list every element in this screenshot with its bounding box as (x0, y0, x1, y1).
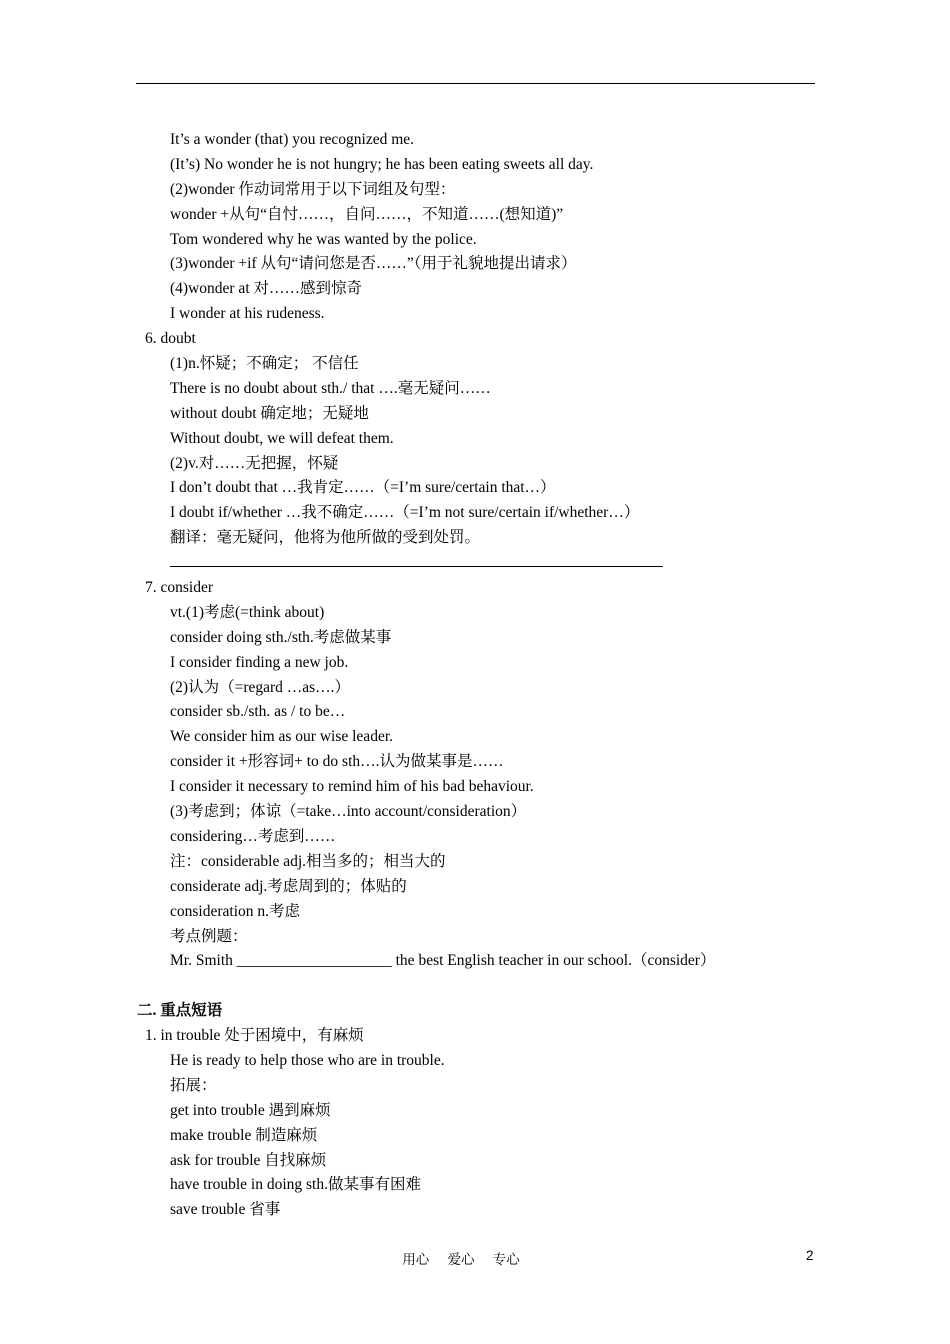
phrase-item: make trouble 制造麻烦 (170, 1126, 318, 1144)
usage-note: considering…考虑到…… (170, 827, 336, 845)
example-sentence: Without doubt, we will defeat them. (170, 429, 394, 447)
exercise-label: 考点例题： (170, 927, 248, 945)
entry-heading-consider: 7. consider (145, 579, 214, 597)
extension-label: 拓展： (170, 1076, 217, 1094)
usage-note: consider doing sth./sth.考虑做某事 (170, 628, 392, 646)
answer-blank-line (170, 552, 663, 567)
document-body (0, 128, 950, 1223)
usage-note: vt.(1)考虑(=think about) (170, 603, 325, 621)
example-sentence: I consider it necessary to remind him of his bad behaviour. (170, 778, 534, 796)
footer-slogan: 用心 爱心 专心 (402, 1252, 520, 1268)
entry-heading-doubt: 6. doubt (145, 330, 196, 348)
example-sentence: He is ready to help those who are in trouble. (170, 1051, 445, 1069)
example-sentence: I consider finding a new job. (170, 653, 349, 671)
phrase-item: ask for trouble 自找麻烦 (170, 1151, 327, 1169)
usage-note: There is no doubt about sth./ that ….毫无疑问…… (170, 379, 491, 397)
example-sentence: Tom wondered why he was wanted by the police. (170, 230, 477, 248)
section-heading: 二. 重点短语 (137, 1002, 223, 1020)
example-sentence: We consider him as our wise leader. (170, 728, 394, 746)
header-rule (136, 83, 815, 84)
usage-note: wonder +从句“自忖……，自问……，不知道……(想知道)” (170, 205, 564, 223)
usage-note: (3)wonder +if 从句“请问您是否……”（用于礼貌地提出请求） (170, 255, 577, 273)
page-number: 2 (806, 1248, 814, 1263)
usage-note: 注：considerable adj.相当多的；相当大的 (170, 852, 446, 870)
usage-note: (2)v.对……无把握，怀疑 (170, 454, 339, 472)
phrase-item: get into trouble 遇到麻烦 (170, 1101, 331, 1119)
phrase-item: save trouble 省事 (170, 1201, 281, 1219)
example-sentence: I wonder at his rudeness. (170, 305, 325, 323)
usage-note: (4)wonder at 对……感到惊奇 (170, 280, 362, 298)
usage-note: consider it +形容词+ to do sth….认为做某事是…… (170, 753, 504, 771)
usage-note: (3)考虑到；体谅（=take…into account/consideration） (170, 803, 527, 821)
usage-note: without doubt 确定地；无疑地 (170, 404, 369, 422)
usage-note: I don’t doubt that …我肯定……（=I’m sure/certain that…） (170, 479, 556, 497)
usage-note: (1)n.怀疑；不确定； 不信任 (170, 355, 359, 373)
usage-note: (2)认为（=regard …as….） (170, 678, 351, 696)
example-sentence: It’s a wonder (that) you recognized me. (170, 131, 415, 148)
example-sentence: (It’s) No wonder he is not hungry; he has been eating sweets all day. (170, 155, 594, 173)
answer-blank-row (0, 551, 950, 576)
usage-note: consideration n.考虑 (170, 902, 301, 920)
usage-note: considerate adj.考虑周到的；体贴的 (170, 877, 407, 895)
section-spacer (0, 974, 950, 999)
exercise-sentence: Mr. Smith ____________________ the best English teacher in our school.（consider） (170, 952, 716, 970)
usage-note: consider sb./sth. as / to be… (170, 703, 346, 721)
usage-note: I doubt if/whether …我不确定……（=I’m not sure/certain if/whether…） (170, 504, 640, 522)
phrase-item: have trouble in doing sth.做某事有困难 (170, 1176, 421, 1194)
phrase-heading: 1. in trouble 处于困境中，有麻烦 (145, 1027, 364, 1045)
usage-note: (2)wonder 作动词常用于以下词组及句型： (170, 180, 456, 198)
translation-exercise: 翻译：毫无疑问，他将为他所做的受到处罚。 (170, 529, 481, 547)
